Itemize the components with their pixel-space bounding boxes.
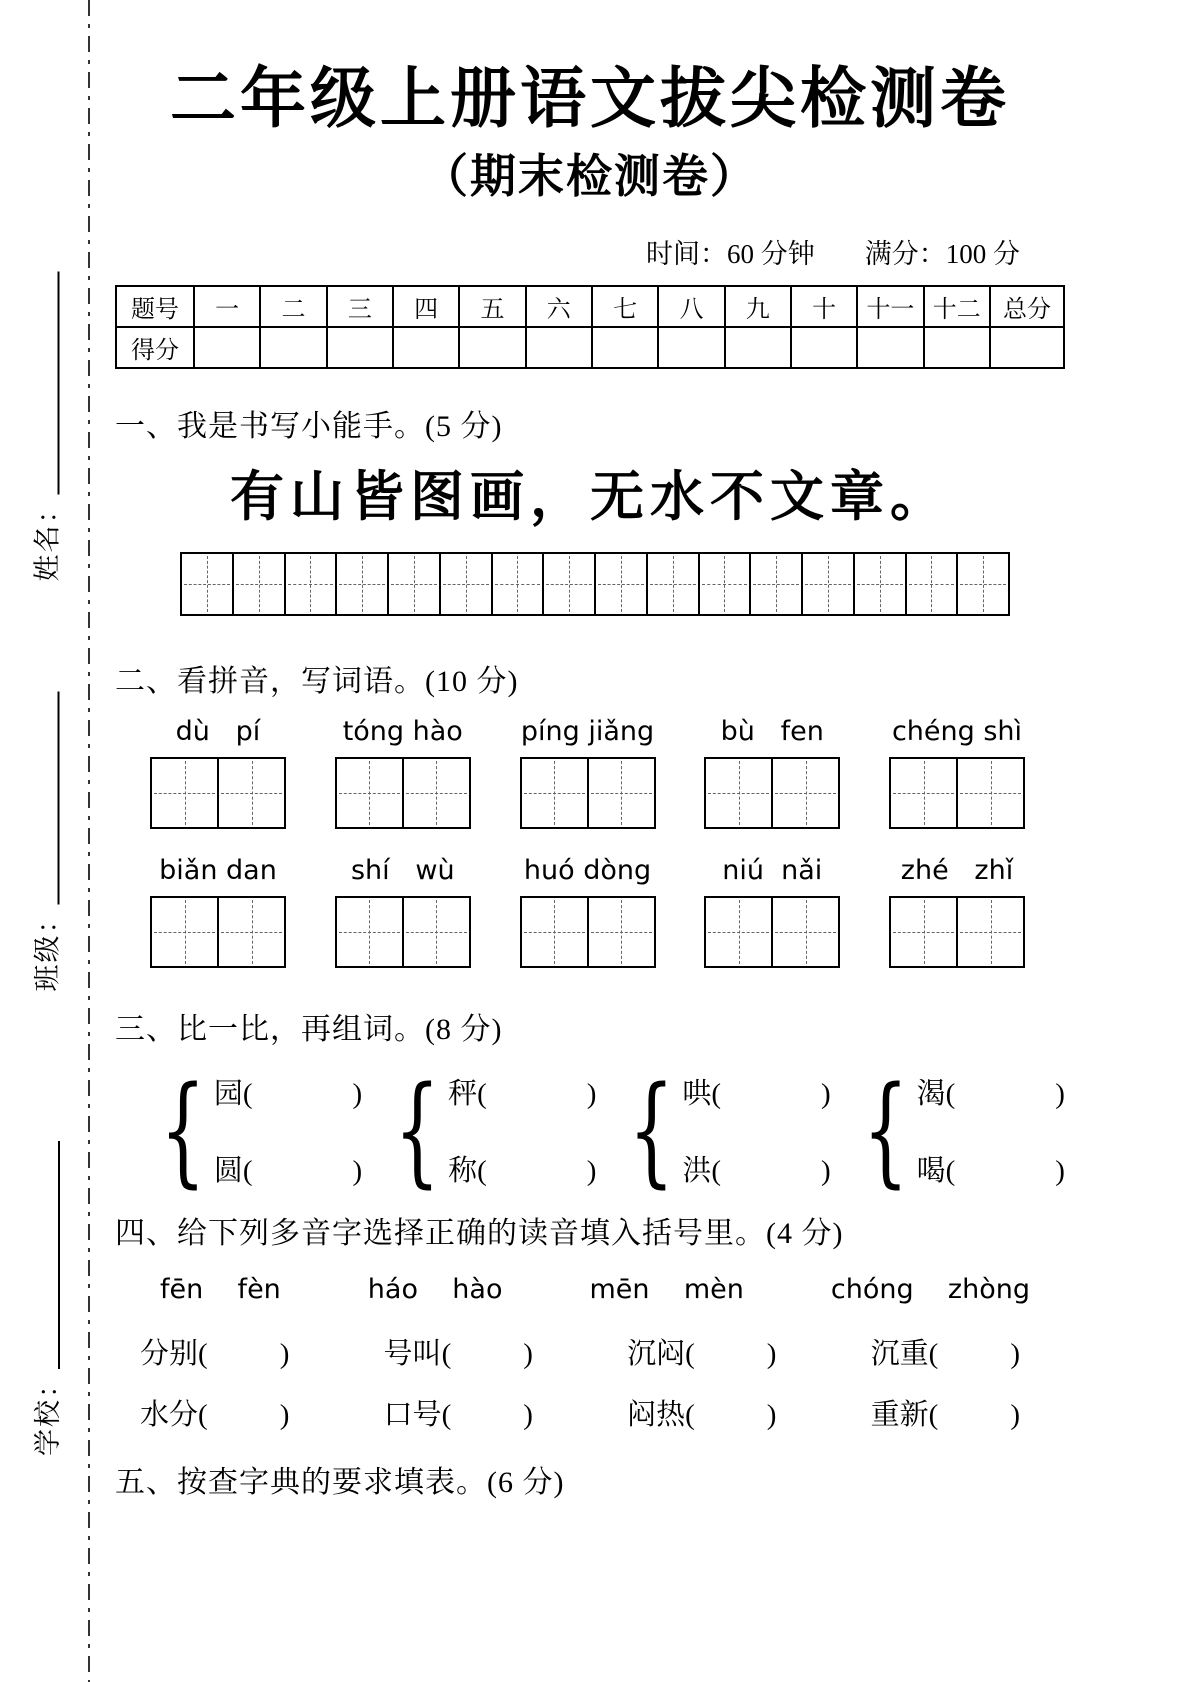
word-cell xyxy=(404,759,469,827)
word-cell xyxy=(337,759,404,827)
paren-open: ( xyxy=(945,1155,956,1188)
word-box xyxy=(889,757,1025,829)
seal-class-group xyxy=(26,692,65,992)
time-limit: 时间：60 分钟 xyxy=(646,239,815,270)
character-label: 秤 xyxy=(448,1078,478,1111)
word-cell xyxy=(958,759,1023,827)
character-label: 圆 xyxy=(213,1155,243,1188)
fill-item xyxy=(627,1331,776,1372)
score-cell xyxy=(990,327,1064,368)
compare-line xyxy=(917,1071,1065,1112)
question-number-cell: 十二 xyxy=(924,286,990,327)
paren-close: ) xyxy=(1055,1078,1065,1111)
word-cell xyxy=(589,759,654,827)
full-score: 满分：100 分 xyxy=(864,239,1020,270)
question-number-cell: 一 xyxy=(194,286,260,327)
paren-close: ) xyxy=(279,1399,290,1432)
compare-line xyxy=(682,1148,830,1189)
writing-cell xyxy=(803,554,855,614)
fill-item xyxy=(140,1331,289,1372)
paren-open: ( xyxy=(242,1155,253,1188)
score-table xyxy=(115,285,1065,369)
fill-item xyxy=(384,1331,533,1372)
compare-line xyxy=(214,1148,362,1189)
word-box xyxy=(520,896,656,968)
writing-cell xyxy=(286,554,338,614)
paren-open: ( xyxy=(441,1399,452,1432)
paren-close: ) xyxy=(352,1078,363,1111)
word-box xyxy=(150,896,286,968)
paren-open: ( xyxy=(477,1155,487,1188)
polyphone-row-2 xyxy=(140,1392,1020,1433)
score-cell xyxy=(526,327,592,368)
writing-cell xyxy=(389,554,441,614)
paper-content xyxy=(115,0,1065,1501)
paper-title: 二年级上册语文拔尖检测卷 xyxy=(170,63,1010,136)
word-cell xyxy=(706,898,773,966)
answer-box-row-1 xyxy=(150,757,1025,829)
section-5-heading: 五、按查字典的要求填表。(6 分) xyxy=(115,1466,565,1500)
compare-line xyxy=(917,1148,1065,1189)
paren-close: ) xyxy=(821,1078,831,1111)
name-label: 姓名： xyxy=(32,494,63,582)
left-brace: { xyxy=(394,1060,441,1200)
compare-line xyxy=(214,1071,362,1112)
paren-close: ) xyxy=(352,1155,363,1188)
section-3-heading: 三、比一比，再组词。(8 分) xyxy=(115,1013,503,1047)
section-4-heading: 四、给下列多音字选择正确的读音填入括号里。(4 分) xyxy=(115,1217,844,1251)
word-cell xyxy=(522,759,589,827)
pinyin-label: chéng shì xyxy=(891,716,1023,748)
word-cell xyxy=(219,759,284,827)
paren-close: ) xyxy=(279,1338,290,1371)
word-cell xyxy=(773,898,838,966)
school-underline xyxy=(54,1141,60,1369)
question-number-row xyxy=(116,286,1064,327)
class-underline xyxy=(54,692,60,905)
score-cell xyxy=(260,327,326,368)
left-brace: { xyxy=(160,1060,206,1200)
word-label: 沉重 xyxy=(870,1338,929,1371)
word-label: 沉闷 xyxy=(627,1338,686,1371)
pinyin-label: zhé zhǐ xyxy=(900,855,1014,887)
paren-open: ( xyxy=(711,1155,722,1188)
pinyin-label: biǎn dan xyxy=(159,855,277,887)
fill-item xyxy=(871,1331,1020,1372)
paren-close: ) xyxy=(1010,1399,1020,1432)
paren-close: ) xyxy=(586,1155,597,1188)
score-cell xyxy=(327,327,393,368)
question-number-cell: 八 xyxy=(658,286,724,327)
word-cell xyxy=(891,759,958,827)
paren-close: ) xyxy=(766,1399,777,1432)
class-label: 班级： xyxy=(32,904,63,992)
pinyin-option: mēn mèn xyxy=(589,1274,744,1306)
paren-close: ) xyxy=(523,1399,533,1432)
writing-cell xyxy=(493,554,545,614)
score-cell xyxy=(924,327,990,368)
paren-open: ( xyxy=(477,1078,487,1111)
answer-box-row-2 xyxy=(150,896,1025,968)
word-box xyxy=(335,757,471,829)
word-cell xyxy=(891,898,958,966)
polyphone-row-1 xyxy=(140,1331,1020,1372)
paren-close: ) xyxy=(1055,1155,1065,1188)
compare-line xyxy=(682,1071,830,1112)
word-cell xyxy=(404,898,469,966)
compare-line xyxy=(448,1071,596,1112)
writing-cell xyxy=(337,554,389,614)
score-cell xyxy=(592,327,658,368)
paren-open: ( xyxy=(441,1338,452,1371)
score-cell xyxy=(393,327,459,368)
writing-cell xyxy=(855,554,907,614)
fill-item xyxy=(627,1392,776,1433)
writing-cell xyxy=(648,554,700,614)
word-cell xyxy=(589,898,654,966)
paren-open: ( xyxy=(685,1399,695,1432)
brace-group xyxy=(160,1060,363,1200)
character-label: 园 xyxy=(213,1078,243,1111)
brace-group xyxy=(628,1060,831,1200)
writing-cell xyxy=(182,554,234,614)
writing-cell xyxy=(441,554,493,614)
pinyin-label: tóng hào xyxy=(342,716,463,748)
fill-item xyxy=(384,1392,533,1433)
word-label: 闷热 xyxy=(627,1399,686,1432)
section-2-heading: 二、看拼音，写词语。(10 分) xyxy=(115,665,519,699)
pinyin-label: píng jiǎng xyxy=(520,716,655,748)
paren-open: ( xyxy=(198,1338,208,1371)
writing-cell xyxy=(234,554,286,614)
question-number-cell: 七 xyxy=(592,286,658,327)
score-cell xyxy=(658,327,724,368)
paren-close: ) xyxy=(586,1078,597,1111)
paren-open: ( xyxy=(198,1399,208,1432)
writing-grid xyxy=(180,552,1010,616)
question-number-cell: 六 xyxy=(526,286,592,327)
brace-group xyxy=(862,1060,1065,1200)
word-cell xyxy=(219,898,284,966)
writing-cell xyxy=(751,554,803,614)
fill-item xyxy=(871,1392,1020,1433)
word-label: 分别 xyxy=(140,1338,199,1371)
pinyin-label: shí wù xyxy=(350,855,455,887)
fill-item xyxy=(140,1392,289,1433)
paren-open: ( xyxy=(928,1338,939,1371)
copy-sentence: 有山皆图画，无水不文章。 xyxy=(230,467,950,528)
section-1-heading: 一、我是书写小能手。(5 分) xyxy=(115,410,503,444)
character-label: 渴 xyxy=(916,1078,946,1111)
pinyin-options-row xyxy=(160,1274,1030,1305)
pinyin-label: dù pí xyxy=(175,716,261,748)
word-cell xyxy=(337,898,404,966)
school-label: 学校： xyxy=(33,1369,63,1456)
left-brace: { xyxy=(628,1060,675,1200)
compare-line xyxy=(448,1148,596,1189)
word-box xyxy=(520,757,656,829)
writing-cell xyxy=(700,554,752,614)
character-label: 称 xyxy=(448,1155,478,1188)
writing-cell xyxy=(907,554,959,614)
pinyin-label: bù fen xyxy=(720,716,824,748)
pinyin-option: fēn fèn xyxy=(160,1274,281,1306)
writing-cell xyxy=(544,554,596,614)
paren-open: ( xyxy=(242,1078,253,1111)
character-label: 喝 xyxy=(916,1155,946,1188)
score-cell xyxy=(791,327,857,368)
word-cell xyxy=(706,759,773,827)
paper-subtitle: （期末检测卷） xyxy=(422,151,758,203)
pinyin-row-1 xyxy=(150,716,1025,747)
pinyin-option: chóng zhòng xyxy=(830,1274,1030,1306)
seal-school-group xyxy=(26,1141,65,1456)
binding-dashed-line xyxy=(88,0,90,1682)
paren-close: ) xyxy=(523,1338,533,1371)
brace-group xyxy=(394,1060,597,1200)
pinyin-option: háo hào xyxy=(367,1274,503,1306)
character-label: 洪 xyxy=(682,1155,712,1188)
word-box xyxy=(335,896,471,968)
question-number-cell: 五 xyxy=(459,286,525,327)
left-brace: { xyxy=(862,1060,909,1200)
question-number-cell: 十一 xyxy=(857,286,923,327)
writing-cell xyxy=(596,554,648,614)
word-label: 重新 xyxy=(870,1399,929,1432)
score-cell xyxy=(459,327,525,368)
paper-meta xyxy=(115,232,1065,271)
paren-open: ( xyxy=(945,1078,956,1111)
question-number-cell: 三 xyxy=(327,286,393,327)
word-label: 水分 xyxy=(140,1399,199,1432)
word-label: 口号 xyxy=(383,1399,442,1432)
paren-open: ( xyxy=(711,1078,722,1111)
question-number-label: 题号 xyxy=(116,286,194,327)
word-cell xyxy=(152,898,219,966)
question-number-cell: 二 xyxy=(260,286,326,327)
score-cell xyxy=(194,327,260,368)
writing-cell xyxy=(958,554,1008,614)
score-cell xyxy=(857,327,923,368)
score-label: 得分 xyxy=(116,327,194,368)
word-box xyxy=(704,896,840,968)
word-cell xyxy=(773,759,838,827)
paren-close: ) xyxy=(766,1338,777,1371)
question-number-cell: 四 xyxy=(393,286,459,327)
score-cell xyxy=(725,327,791,368)
compare-words-row xyxy=(160,1060,1065,1200)
word-label: 号叫 xyxy=(383,1338,442,1371)
pinyin-row-2 xyxy=(150,855,1025,886)
word-box xyxy=(150,757,286,829)
score-row xyxy=(116,327,1064,368)
question-number-cell: 十 xyxy=(791,286,857,327)
paren-open: ( xyxy=(685,1338,695,1371)
pinyin-label: huó dòng xyxy=(523,855,652,887)
word-box xyxy=(704,757,840,829)
paren-close: ) xyxy=(1010,1338,1020,1371)
paren-open: ( xyxy=(928,1399,939,1432)
character-label: 哄 xyxy=(682,1078,712,1111)
pinyin-label: niú nǎi xyxy=(722,855,823,887)
paren-close: ) xyxy=(821,1155,831,1188)
seal-name-group xyxy=(26,272,65,582)
question-number-cell: 总分 xyxy=(990,286,1064,327)
question-number-cell: 九 xyxy=(725,286,791,327)
name-underline xyxy=(54,272,60,495)
word-box xyxy=(889,896,1025,968)
word-cell xyxy=(958,898,1023,966)
word-cell xyxy=(152,759,219,827)
word-cell xyxy=(522,898,589,966)
